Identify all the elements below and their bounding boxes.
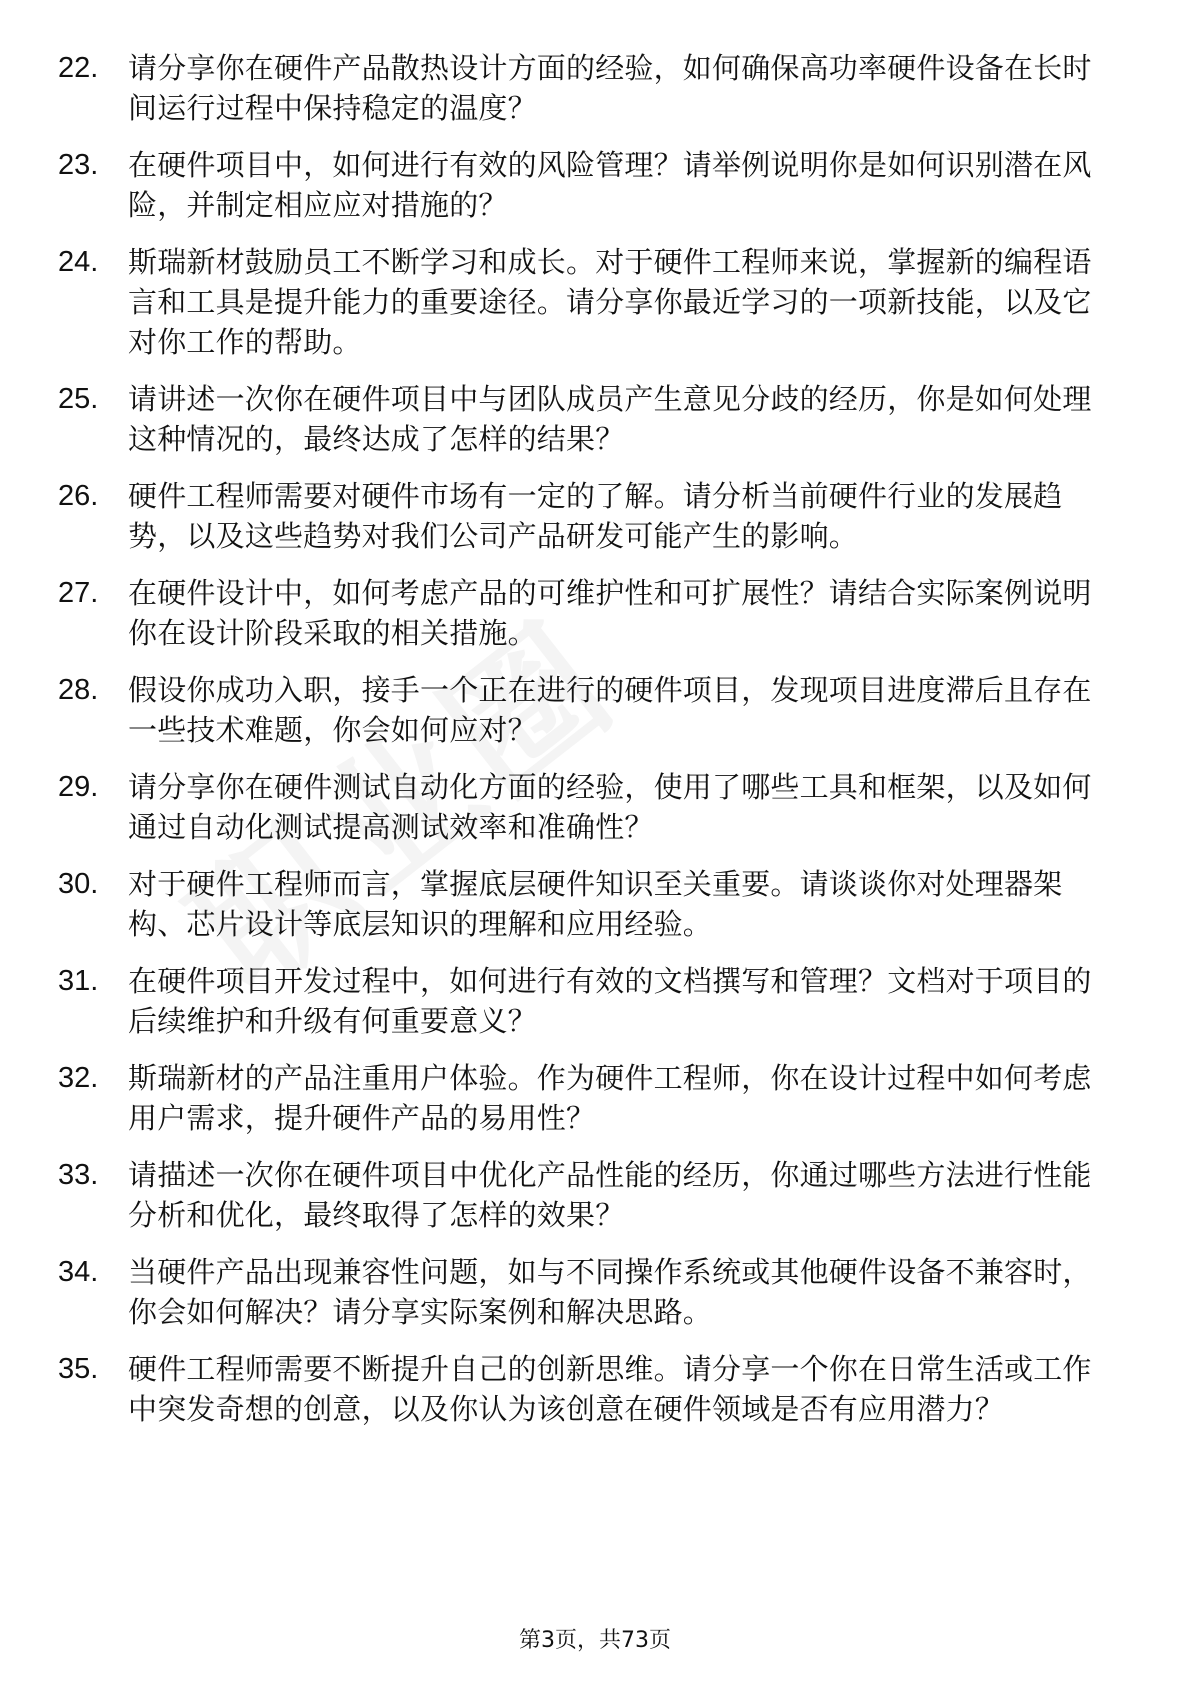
list-item	[58, 573, 1108, 653]
question-number: 28.	[58, 674, 99, 706]
list-item	[58, 1058, 1108, 1138]
question-text: 当硬件产品出现兼容性问题，如与不同操作系统或其他硬件设备不兼容时，你会如何解决？请分享实际案例和解决思路。	[128, 1255, 1092, 1329]
question-text: 请讲述一次你在硬件项目中与团队成员产生意见分歧的经历，你是如何处理这种情况的，最终达成了怎样的结果？	[128, 382, 1092, 456]
question-text: 请描述一次你在硬件项目中优化产品性能的经历，你通过哪些方法进行性能分析和优化，最终取得了怎样的效果？	[128, 1158, 1092, 1232]
list-item	[58, 476, 1108, 556]
question-number: 29.	[58, 771, 99, 803]
question-text: 请分享你在硬件产品散热设计方面的经验，如何确保高功率硬件设备在长时间运行过程中保持稳定的温度？	[128, 51, 1092, 125]
question-number: 26.	[58, 480, 99, 512]
question-text: 斯瑞新材鼓励员工不断学习和成长。对于硬件工程师来说，掌握新的编程语言和工具是提升能力的重要途径。请分享你最近学习的一项新技能，以及它对你工作的帮助。	[128, 245, 1092, 359]
question-text: 在硬件设计中，如何考虑产品的可维护性和可扩展性？请结合实际案例说明你在设计阶段采取的相关措施。	[128, 576, 1092, 650]
question-number: 30.	[58, 868, 99, 900]
list-item	[58, 379, 1108, 459]
list-item	[58, 670, 1108, 750]
question-number: 35.	[58, 1353, 99, 1385]
list-item	[58, 242, 1108, 362]
question-text: 假设你成功入职，接手一个正在进行的硬件项目，发现项目进度滞后且存在一些技术难题，你会如何应对？	[128, 673, 1092, 747]
list-item	[58, 864, 1108, 944]
list-item	[58, 767, 1108, 847]
question-text: 硬件工程师需要不断提升自己的创新思维。请分享一个你在日常生活或工作中突发奇想的创意，以及你认为该创意在硬件领域是否有应用潜力？	[128, 1352, 1092, 1426]
list-item	[58, 961, 1108, 1041]
question-number: 23.	[58, 149, 99, 181]
question-list	[58, 48, 1108, 1446]
question-number: 25.	[58, 383, 99, 415]
list-item	[58, 1252, 1108, 1332]
page-footer: 第3页，共73页	[519, 1628, 671, 1653]
question-number: 34.	[58, 1256, 99, 1288]
question-text: 硬件工程师需要对硬件市场有一定的了解。请分析当前硬件行业的发展趋势，以及这些趋势对我们公司产品研发可能产生的影响。	[128, 479, 1063, 553]
question-number: 31.	[58, 965, 99, 997]
question-text: 对于硬件工程师而言，掌握底层硬件知识至关重要。请谈谈你对处理器架构、芯片设计等底层知识的理解和应用经验。	[128, 867, 1063, 941]
question-number: 22.	[58, 52, 99, 84]
question-number: 32.	[58, 1062, 99, 1094]
question-number: 27.	[58, 577, 99, 609]
question-number: 33.	[58, 1159, 99, 1191]
list-item	[58, 1155, 1108, 1235]
question-text: 在硬件项目开发过程中，如何进行有效的文档撰写和管理？文档对于项目的后续维护和升级有何重要意义？	[128, 964, 1092, 1038]
question-text: 请分享你在硬件测试自动化方面的经验，使用了哪些工具和框架，以及如何通过自动化测试提高测试效率和准确性？	[128, 770, 1092, 844]
list-item	[58, 145, 1108, 225]
question-text: 在硬件项目中，如何进行有效的风险管理？请举例说明你是如何识别潜在风险，并制定相应应对措施的？	[128, 148, 1092, 222]
question-text: 斯瑞新材的产品注重用户体验。作为硬件工程师，你在设计过程中如何考虑用户需求，提升硬件产品的易用性？	[128, 1061, 1092, 1135]
list-item	[58, 1349, 1108, 1429]
list-item	[58, 48, 1108, 128]
question-number: 24.	[58, 246, 99, 278]
